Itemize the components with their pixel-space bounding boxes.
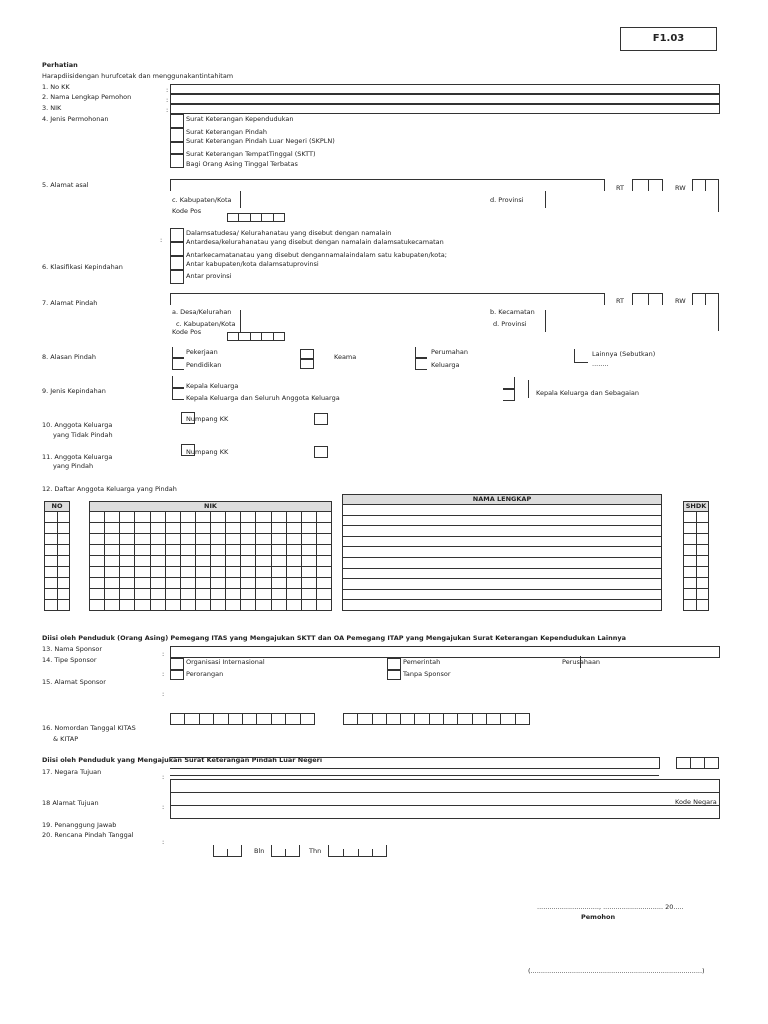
alasan-checkbox[interactable] [300, 349, 314, 359]
sponsor-checkbox[interactable] [170, 670, 184, 680]
signature-place-date: .............................., ............................. 20..... [537, 903, 684, 911]
shdk-column-grid[interactable] [683, 511, 709, 611]
alasan-lainnya-dots: ........ [592, 360, 609, 368]
table-header-no: NO [44, 501, 70, 512]
field-kitas-label: 16. Nomordan Tanggal KITAS [42, 724, 136, 732]
numpang-input[interactable] [314, 413, 328, 425]
nik-column-grid[interactable] [89, 511, 332, 611]
sponsor-option: Pemerintah [403, 658, 441, 666]
field-negara-label: 17. Negara Tujuan [42, 768, 102, 776]
kitas-date-grid[interactable] [343, 713, 530, 725]
field-ak-pindah-label: 11. Anggota Keluarga [42, 453, 113, 461]
colon: : [162, 650, 165, 658]
form-code: F1.03 [652, 33, 685, 44]
field-nama-label: 2. Nama Lengkap Pemohon [42, 93, 132, 101]
permohonan-checkbox[interactable] [170, 154, 184, 168]
klasifikasi-option: Antar provinsi [186, 272, 232, 280]
kepindahan-option: Kepala Keluarga [186, 382, 239, 390]
desa-label: a. Desa/Kelurahan [172, 308, 232, 316]
rw-label: RW [675, 297, 686, 305]
kepindahan-checkbox[interactable] [503, 389, 515, 401]
table-header-nik: NIK [89, 501, 332, 512]
field-ak-pindah-label: yang Pindah [53, 462, 94, 470]
sponsor-option: Organisasi Internasional [186, 658, 265, 666]
rw-label: RW [675, 184, 686, 192]
field-tipe-sponsor-label: 14. Tipe Sponsor [42, 656, 97, 664]
field-jenis-kepindahan-label: 9. Jenis Kepindahan [42, 387, 106, 395]
kode-pos-grid[interactable] [227, 332, 285, 341]
klasifikasi-checkbox[interactable] [170, 256, 184, 270]
thn-label: Thn [309, 847, 322, 855]
table-header-nama: NAMA LENGKAP [342, 494, 662, 505]
kepindahan-checkbox[interactable] [172, 376, 184, 388]
field-nik-label: 3. NIK [42, 104, 62, 112]
sponsor-checkbox[interactable] [170, 658, 184, 670]
no-kk-input[interactable] [170, 84, 720, 94]
alasan-option: Perumahan [431, 348, 469, 356]
colon: : [162, 773, 165, 781]
kepindahan-checkbox[interactable] [503, 377, 515, 389]
field-alamat-pindah-label: 7. Alamat Pindah [42, 299, 98, 307]
sponsor-option: Perusahaan [562, 658, 601, 666]
nama-sponsor-input[interactable] [170, 646, 720, 658]
alasan-option: Keluarga [431, 361, 460, 369]
field-alamat-asal-label: 5. Alamat asal [42, 181, 89, 189]
klasifikasi-option: Antar kabupaten/kota dalamsatuprovinsi [186, 260, 319, 268]
klasifikasi-checkbox[interactable] [170, 242, 184, 256]
klasifikasi-checkbox[interactable] [170, 228, 184, 242]
kepindahan-option: Kepala Keluarga dan Seluruh Anggota Keluarga [186, 394, 340, 402]
permohonan-option: Bagi Orang Asing Tinggal Terbatas [186, 160, 298, 168]
klasifikasi-option: Dalamsatudesa/ Kelurahanatau yang disebut dengan namalain [186, 229, 392, 237]
alasan-checkbox[interactable] [574, 349, 588, 363]
permohonan-checkbox[interactable] [170, 114, 184, 128]
colon: : [162, 690, 165, 698]
bln-label: Bln [254, 847, 265, 855]
instruction-text: Harapdiisidengan hurufcetak dan menggunakantintahitam [42, 72, 234, 80]
nama-column-grid[interactable] [342, 504, 662, 611]
field-jenis-permohonan-label: 4. Jenis Permohonan [42, 115, 109, 123]
nama-input[interactable] [170, 94, 720, 104]
kabupaten-label: c. Kabupaten/Kota [176, 320, 236, 328]
permohonan-option: Surat Keterangan Kependudukan [186, 115, 294, 123]
kabupaten-label: c. Kabupaten/Kota [172, 196, 232, 204]
colon: : [162, 803, 165, 811]
alasan-checkbox[interactable] [172, 358, 184, 370]
colon: : [166, 96, 169, 104]
field-alamat-tujuan-label: 18 Alamat Tujuan [42, 799, 99, 807]
alasan-option: Lainnya (Sebutkan) [592, 350, 656, 358]
field-kitas-label: & KITAP [53, 735, 79, 743]
form-code-box [620, 27, 717, 51]
numpang-label: Numpang KK [186, 448, 229, 456]
klasifikasi-checkbox[interactable] [170, 270, 184, 284]
colon: : [162, 670, 165, 678]
no-column-grid[interactable] [44, 511, 70, 611]
field-daftar-label: 12. Daftar Anggota Keluarga yang Pindah [42, 485, 177, 493]
field-rencana-label: 20. Rencana Pindah Tanggal [42, 831, 134, 839]
kode-pos-label: Kode Pos [172, 207, 202, 215]
section-asing-title: Diisi oleh Penduduk (Orang Asing) Pemegang ITAS yang Mengajukan SKTT dan OA Pemegang ITAP yang Mengajukan Surat Keterangan Kependudukan Lainnya [42, 634, 627, 642]
alasan-option: Pekerjaan [186, 348, 218, 356]
field-alasan-label: 8. Alasan Pindah [42, 353, 96, 361]
provinsi-label: d. Provinsi [490, 196, 524, 204]
negara-tujuan-input[interactable] [170, 757, 660, 769]
colon: : [162, 838, 165, 846]
field-ak-tidak-pindah-label: yang Tidak Pindah [53, 431, 113, 439]
sponsor-option: Perorangan [186, 670, 224, 678]
sponsor-option: Tanpa Sponsor [403, 670, 451, 678]
colon: : [166, 106, 169, 114]
permohonan-checkbox[interactable] [170, 142, 184, 154]
sponsor-checkbox[interactable] [387, 658, 401, 670]
alasan-checkbox[interactable] [415, 358, 427, 370]
colon: : [166, 86, 169, 94]
field-klasifikasi-label: 6. Klasifikasi Kepindahan [42, 263, 123, 271]
rt-label: RT [616, 297, 625, 305]
field-nama-sponsor-label: 13. Nama Sponsor [42, 645, 103, 653]
klasifikasi-option: Antardesa/kelurahanatau yang disebut dengan namalain dalamsatukecamatan [186, 238, 444, 246]
signature-pemohon: Pemohon [581, 913, 616, 921]
section-luar-title: Diisi oleh Penduduk yang Mengajukan Surat Keterangan Pindah Luar Negeri [42, 756, 323, 764]
rt-label: RT [616, 184, 625, 192]
field-ak-tidak-pindah-label: 10. Anggota Keluarga [42, 421, 113, 429]
alamat-asal-input[interactable] [170, 179, 605, 191]
kitas-number-grid[interactable] [170, 713, 315, 725]
sponsor-checkbox[interactable] [387, 670, 401, 680]
klasifikasi-option: Antarkecamatanatau yang disebut dengannamalaindalam satu kabupaten/kota; [186, 251, 447, 259]
kepindahan-option: Kepala Keluarga dan Sebagaian [536, 389, 640, 397]
table-header-shdk: SHDK [683, 501, 709, 512]
nik-input[interactable] [170, 104, 720, 114]
field-alamat-sponsor-label: 15. Alamat Sponsor [42, 678, 106, 686]
alasan-checkbox[interactable] [300, 359, 314, 369]
permohonan-option: Surat Keterangan Pindah Luar Negeri (SKPLN) [186, 137, 335, 145]
alamat-tujuan-input[interactable] [170, 779, 720, 819]
permohonan-option: Surat Keterangan TempatTinggal (SKTT) [186, 150, 316, 158]
alasan-checkbox[interactable] [415, 347, 427, 358]
kecamatan-label: b. Kecamatan [490, 308, 535, 316]
alamat-pindah-input[interactable] [170, 293, 605, 305]
signature-name-line: (...................................................................................) [528, 967, 705, 975]
kode-pos-label: Kode Pos [172, 328, 202, 336]
attention-label: Perhatian [42, 61, 78, 69]
alasan-option: Pendidikan [186, 361, 222, 369]
kode-negara-label: Kode Negara [675, 798, 717, 806]
numpang-input[interactable] [314, 446, 328, 458]
provinsi-label: d. Provinsi [493, 320, 527, 328]
kode-pos-grid[interactable] [227, 213, 285, 222]
alasan-option: Keama [334, 353, 357, 361]
colon: : [160, 236, 163, 244]
kepindahan-checkbox[interactable] [172, 388, 184, 400]
kode-negara-grid[interactable] [676, 757, 719, 769]
permohonan-option: Surat Keterangan Pindah [186, 128, 268, 136]
numpang-label: Numpang KK [186, 415, 229, 423]
permohonan-checkbox[interactable] [170, 128, 184, 142]
field-penanggung-label: 19. Penanggung Jawab [42, 821, 117, 829]
field-no-kk-label: 1. No KK [42, 83, 70, 91]
alasan-checkbox[interactable] [172, 347, 184, 358]
